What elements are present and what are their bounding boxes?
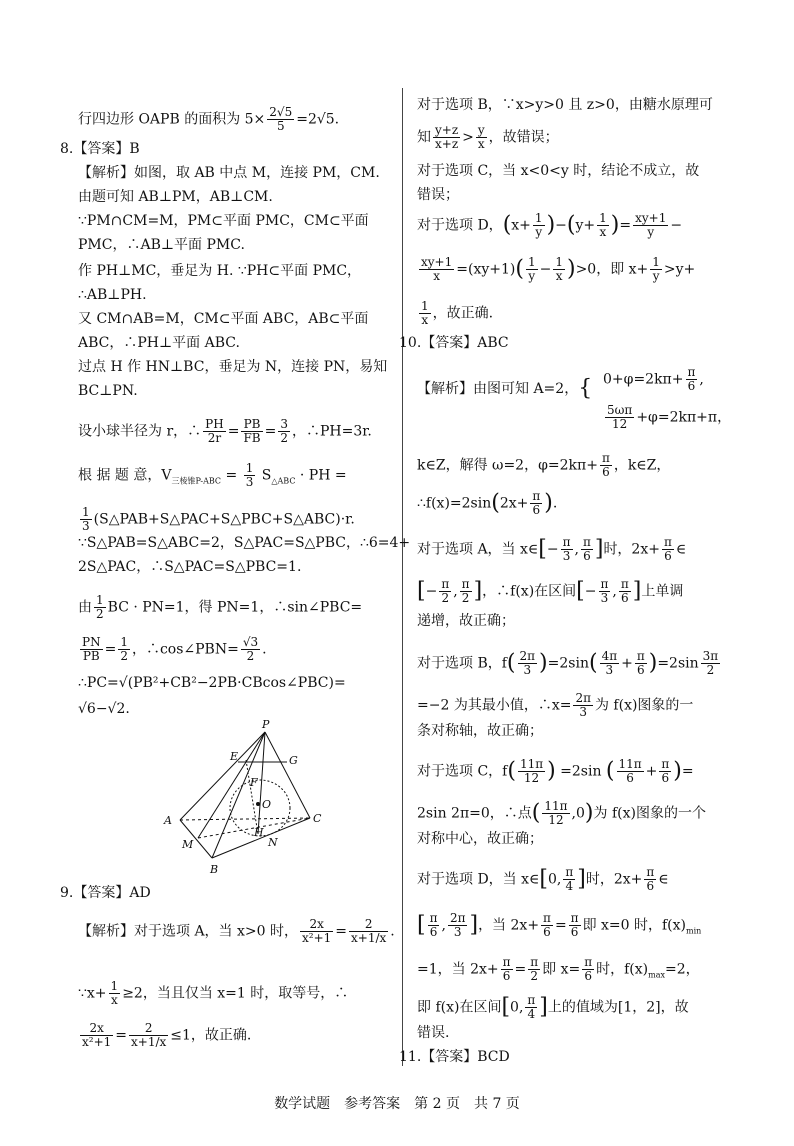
text-line: $\frac{2x}{\text{x²+1}}$ = $\frac{2}{x+1/x}$ ≤1，故正确. [82, 1021, 252, 1049]
text-line: 2sin 2π=0，∴点( $\frac{11\pi}{12}$ ,0)为 f(x)图象的一个 [417, 799, 706, 827]
pyramid-figure [150, 718, 350, 878]
svg-text:M: M [182, 838, 194, 851]
text-line: 递增，故正确； [417, 613, 515, 629]
answer-heading-8: 8.【答案】B [60, 141, 140, 157]
svg-text:F: F [250, 776, 258, 789]
text-line: 【解析】由图可知 A=2，{ [417, 376, 593, 401]
text-line: 0+φ=2kπ+ $\frac{\pi}{6}$ , [603, 365, 704, 393]
text-line: 【解析】如图，取 AB 中点 M，连接 PM，CM. [78, 165, 380, 181]
text-line: PMC，∴AB⊥平面 PMC. [78, 237, 245, 253]
text-line: 设小球半径为 r，∴ $\frac{PH}{2r}$ = $\frac{PB}{FB}$ = $\frac{3}{2}$ ，∴PH=3r. [78, 417, 372, 445]
text-line: 对称中心，故正确； [417, 831, 543, 847]
text-line: $\frac{5\omega\pi}{12}$ +φ=2kπ+π， [607, 403, 732, 431]
svg-text:H: H [254, 826, 264, 839]
text-line: 对于选项 C，当 x<0<y 时，结论不成立，故 [417, 163, 700, 179]
text-line: BC⊥PN. [78, 383, 138, 399]
text-line: 错误； [417, 187, 459, 203]
text-line: $\frac{1}{3}$ (S△PAB+S△PAC+S△PBC+S△ABC)·r. [82, 505, 355, 533]
svg-text:A: A [164, 814, 172, 827]
text-line: 对于选项 C，f( $\frac{11\pi}{12}$ ) =2sin ( $\frac{11\pi}{6}$ + $\frac{\pi}{6}$ )= [417, 757, 694, 785]
svg-text:G: G [289, 754, 298, 767]
svg-text:N: N [268, 836, 278, 849]
text-line: 根 据 题 意，$V_{三棱锥P-ABC}$ = $\frac{1}{3}$ $S_{\triangle ABC}$ · PH = [78, 461, 347, 489]
text-line: 对于选项 D，当 x∈[0, $\frac{\pi}{4}$ ]时，2x+ $\frac{\pi}{6}$ ∈ [417, 865, 669, 893]
text-line: ∵S△PAB=S△ABC=2，S△PAC=S△PBC，∴6=4+ [78, 535, 411, 551]
text-line: √6−√2. [78, 701, 130, 717]
text-line: =−2 为其最小值，∴x= $\frac{2\pi}{3}$ 为 f(x)图象的一 [417, 691, 694, 719]
text-line: 行四边形 OAPB 的面积为 5× $\frac{2√5}{5}$ =2√5. [78, 105, 340, 133]
text-line: ABC，∴PH⊥平面 ABC. [78, 335, 240, 351]
text-line: 【解析】对于选项 A，当 x>0 时， $\frac{2x}{\text{x²+1}}$ = $\frac{2}{x+1/x}$ . [78, 917, 395, 945]
text-line: $\frac{xy+1}{x}$ =(xy+1)( $\frac{1}{y}$ − $\frac{1}{x}$ )>0，即 x+ $\frac{1}{y}$ >y+ [421, 255, 696, 283]
text-line: ∵PM∩CM=M，PM⊂平面 PMC，CM⊂平面 [78, 213, 369, 229]
svg-text:P: P [262, 718, 270, 731]
text-line: 对于选项 B，f( $\frac{2\pi}{3}$ )=2sin( $\frac{4\pi}{3}$ + $\frac{\pi}{6}$ )=2sin $\frac{3\pi}{2}$ [417, 649, 719, 677]
text-line: 作 PH⊥MC，垂足为 H. ∵PH⊂平面 PMC， [78, 263, 362, 279]
text-line: ∴PC=√(PB²+CB²−2PB·CBcos∠PBC)= [78, 675, 346, 691]
text-line: 错误. [417, 1025, 450, 1041]
text-line: k∈Z，解得 ω=2，φ=2kπ+ $\frac{\pi}{6}$ ，k∈Z， [417, 451, 671, 479]
svg-text:B: B [210, 863, 219, 876]
answer-heading-9: 9.【答案】AD [60, 885, 151, 901]
answer-heading-11: 11.【答案】BCD [399, 1049, 510, 1065]
text-line: 对于选项 A，当 x∈[− $\frac{\pi}{3}$ , $\frac{\pi}{6}$ ]时，2x+ $\frac{\pi}{6}$ ∈ [417, 535, 687, 563]
svg-text:E: E [230, 750, 239, 763]
text-line: ∴AB⊥PH. [78, 287, 147, 303]
text-line: 过点 H 作 HN⊥BC，垂足为 N，连接 PN，易知 [78, 359, 388, 375]
text-line: ∵x+ $\frac{1}{x}$ ≥2，当且仅当 x=1 时，取等号，∴ [78, 979, 349, 1007]
svg-text:O: O [262, 798, 272, 811]
text-line: $\frac{1}{x}$ ，故正确. [421, 299, 494, 327]
text-line: ∴f(x)=2sin(2x+ $\frac{\pi}{6}$ ). [417, 489, 558, 517]
text-line: 又 CM∩AB=M，CM⊂平面 ABC，AB⊂平面 [78, 311, 369, 327]
answer-heading-10: 10.【答案】ABC [399, 335, 509, 351]
page-footer: 数学试题 参考答案 第 2 页 共 7 页 [274, 1096, 520, 1112]
svg-text:C: C [313, 812, 322, 825]
text-line: [ $\frac{\pi}{6}$ , $\frac{2\pi}{3}$ ]，当 2x+ $\frac{\pi}{6}$ = $\frac{\pi}{6}$ 即 x=0 时，$f(x)_{min}$ [417, 911, 702, 939]
text-line: [− $\frac{\pi}{2}$ , $\frac{\pi}{2}$ ]，∴f(x)在区间[− $\frac{\pi}{3}$ , $\frac{\pi}{6}$ ]上单调 [417, 577, 684, 605]
text-line: 条对称轴，故正确； [417, 723, 543, 739]
text-line: 由题可知 AB⊥PM，AB⊥CM. [78, 189, 273, 205]
text-line: =1，当 2x+ $\frac{\pi}{6}$ = $\frac{\pi}{2}$ 即 x= $\frac{\pi}{6}$ 时，$f(x)_{max}=2$， [417, 955, 700, 983]
text-line: 2S△PAC，∴S△PAC=S△PBC=1. [78, 559, 302, 575]
text-line: 即 f(x)在区间[0, $\frac{\pi}{4}$ ]上的值域为[1，2]，故 [417, 993, 689, 1021]
text-line: $\frac{PN}{PB}$ = $\frac{1}{2}$ ，∴cos∠PBN= $\frac{√3}{2}$ . [82, 635, 267, 663]
text-line: 由 $\frac{1}{2}$ BC · PN=1，得 PN=1，∴sin∠PBC= [78, 593, 363, 621]
text-line: 对于选项 B，∵x>y>0 且 z>0，由糖水原理可 [417, 97, 713, 113]
column-divider [402, 88, 403, 1066]
text-line: 知 $\frac{y+z}{x+z}$ > $\frac{y}{x}$ ，故错误； [417, 123, 559, 151]
text-line: 对于选项 D，(x+ $\frac{1}{y}$ )−(y+ $\frac{1}{x}$ )= $\frac{xy+1}{y}$ − [417, 211, 683, 239]
